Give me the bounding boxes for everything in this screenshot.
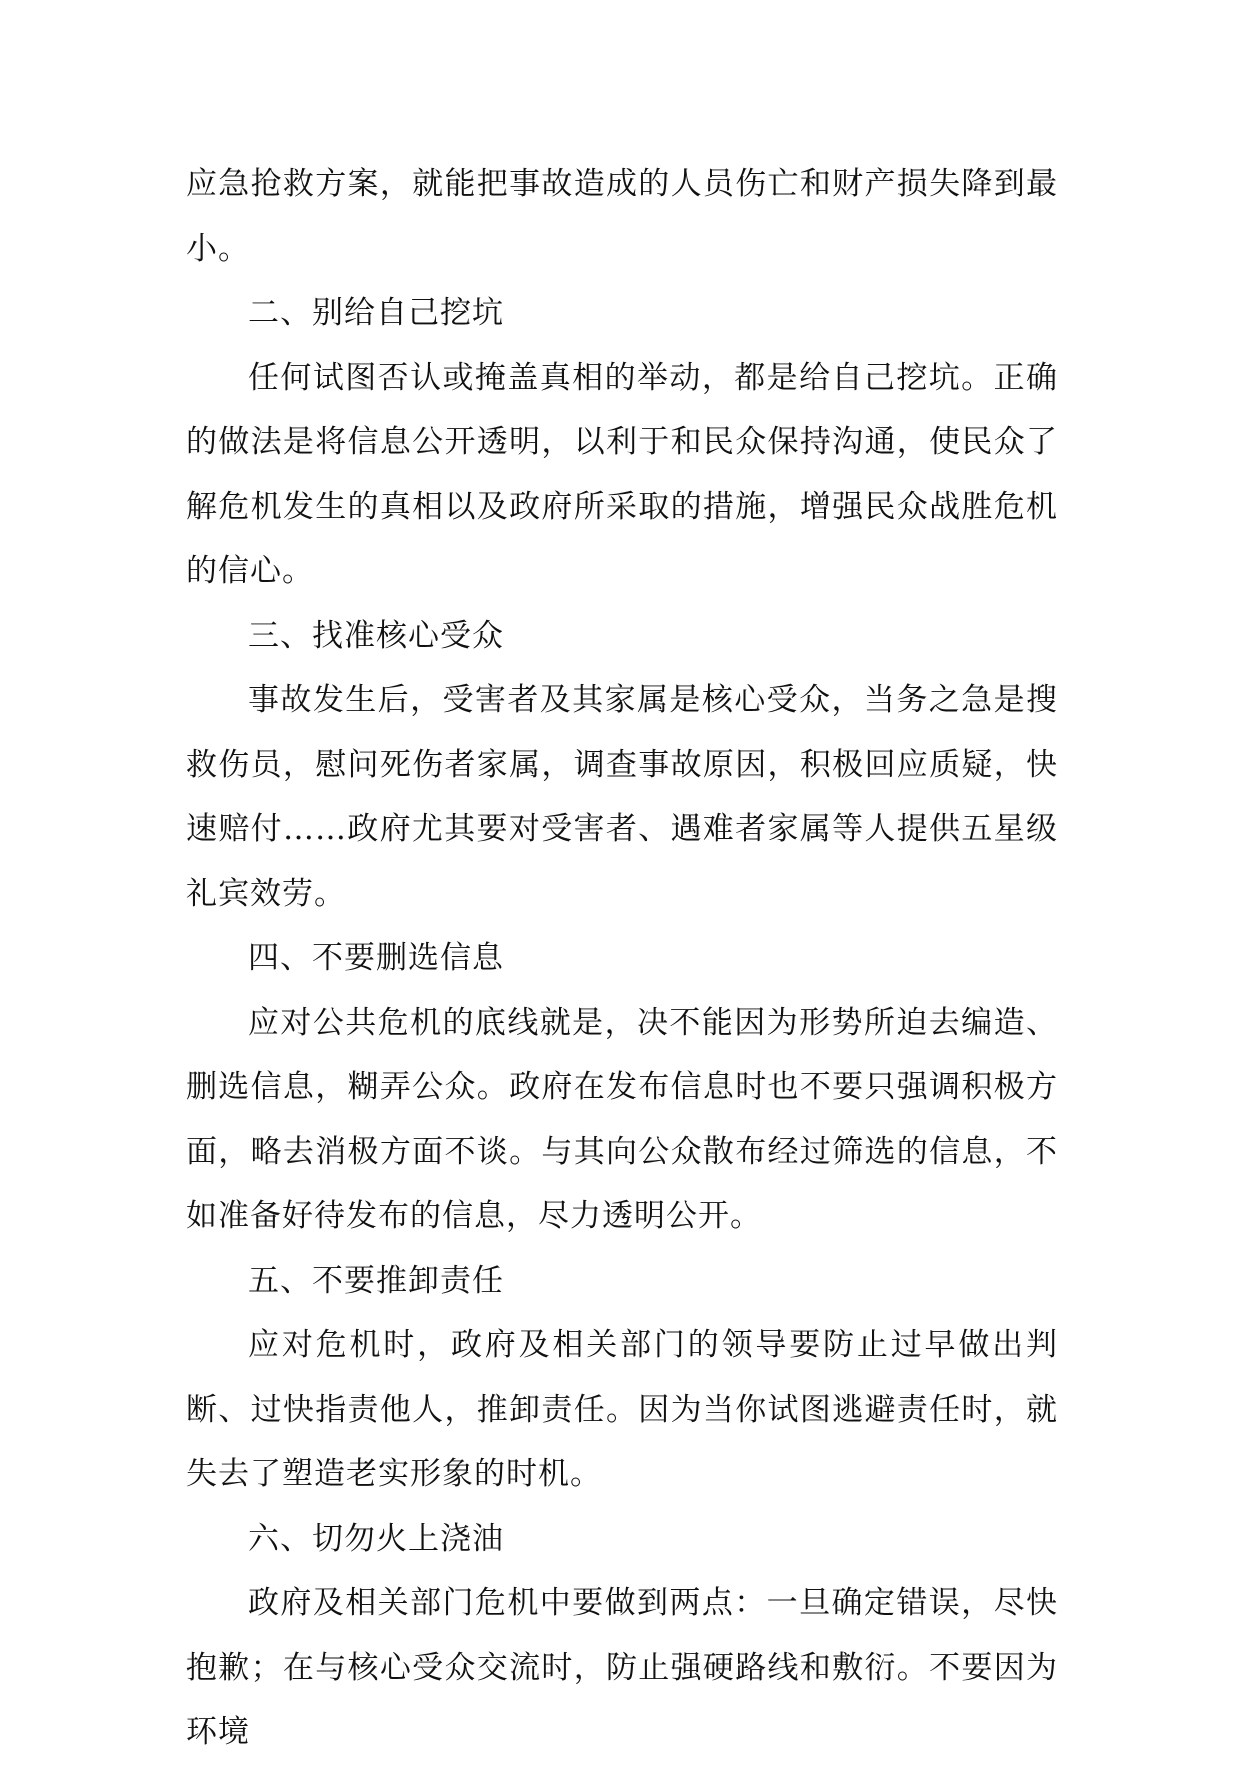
paragraph-core-audience: 事故发生后，受害者及其家属是核心受众，当务之急是搜救伤员，慰问死伤者家属，调查事故原因，积极回应质疑，快速赔付……政府尤其要对受害者、遇难者家属等人提供五星级礼宾效劳。 (186, 682, 1058, 912)
section-heading-5: 五、不要推卸责任 (248, 1262, 504, 1299)
paragraph-transparency: 任何试图否认或掩盖真相的举动，都是给自己挖坑。正确的做法是将信息公开透明，以利于和民众保持沟通，使民众了解危机发生的真相以及政府所采取的措施，增强民众战胜危机的信心。 (186, 359, 1058, 589)
paragraph-responsibility: 应对危机时，政府及相关部门的领导要防止过早做出判断、过快指责他人，推卸责任。因为当你试图逃避责任时，就失去了塑造老实形象的时机。 (186, 1327, 1058, 1492)
section-heading-4: 四、不要删选信息 (248, 940, 504, 976)
document-body (186, 152, 1058, 1765)
paragraph-continued: 应急抢救方案，就能把事故造成的人员伤亡和财产损失降到最小。 (186, 166, 1058, 267)
paragraph-apology: 政府及相关部门危机中要做到两点：一旦确定错误，尽快抱歉；在与核心受众交流时，防止强硬路线和敷衍。不要因为环境 (186, 1585, 1058, 1750)
section-heading-3: 三、找准核心受众 (248, 617, 504, 654)
paragraph-information: 应对公共危机的底线就是，决不能因为形势所迫去编造、删选信息，糊弄公众。政府在发布信息时也不要只强调积极方面，略去消极方面不谈。与其向公众散布经过筛选的信息，不如准备好待发布的信息，尽力透明公开。 (186, 1004, 1058, 1234)
section-heading-6: 六、切勿火上浇油 (248, 1520, 504, 1557)
section-heading-2: 二、别给自己挖坑 (248, 295, 504, 331)
